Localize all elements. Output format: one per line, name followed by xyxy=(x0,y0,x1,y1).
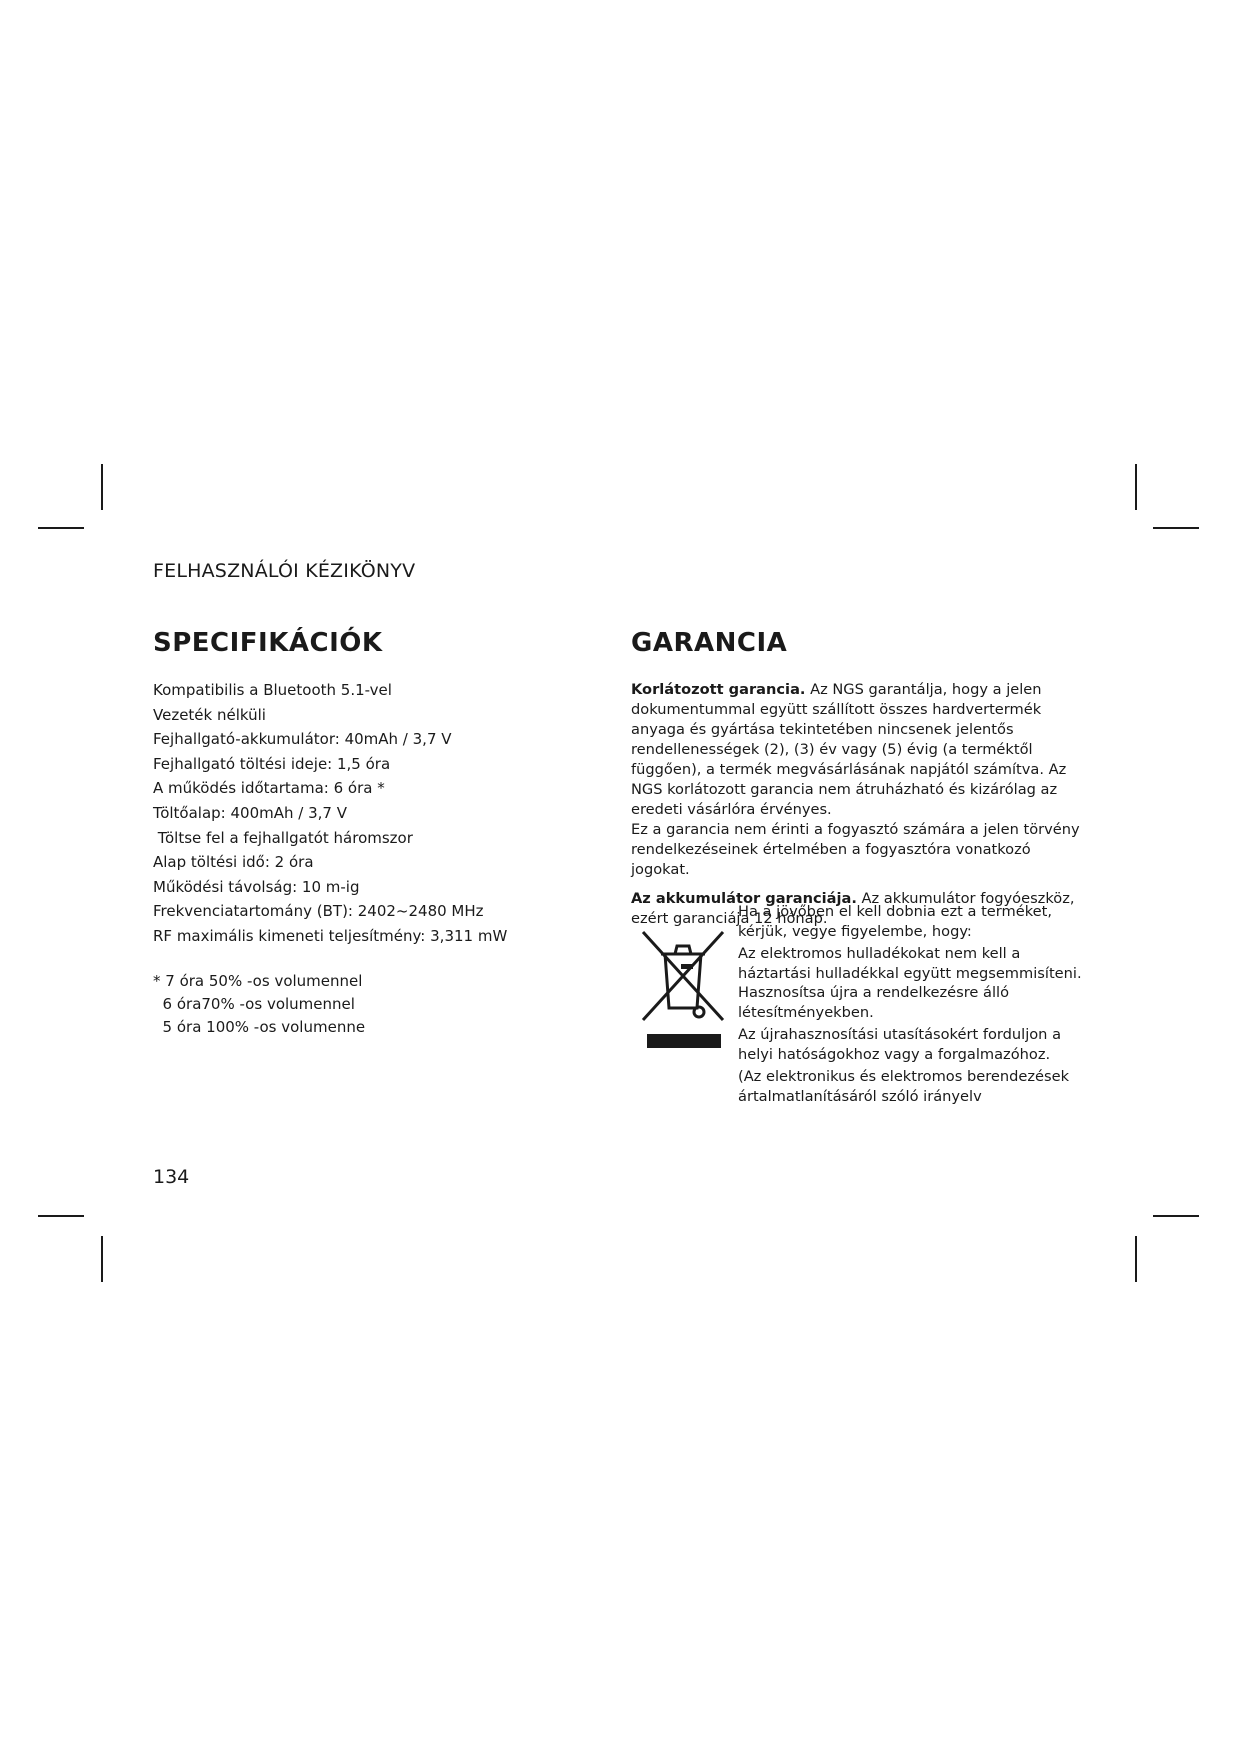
spec-item: Töltse fel a fejhallgatót háromszor xyxy=(153,828,413,847)
spec-item: Frekvenciatartomány (BT): 2402~2480 MHz xyxy=(153,902,484,921)
spec-list xyxy=(153,678,507,949)
page-number: 134 xyxy=(153,1166,190,1188)
battery-warranty-body: Az akkumulátor fogyóeszköz, ezért garanciája 12 hónap. xyxy=(631,890,1075,927)
crop-mark-bottom-left-h xyxy=(38,1215,84,1217)
battery-warranty-heading: Az akkumulátor garanciája. xyxy=(631,890,857,907)
warranty-title: GARANCIA xyxy=(631,628,788,658)
battery-note: * 7 óra 50% -os volumennel xyxy=(153,972,363,990)
crop-mark-top-left-h xyxy=(38,527,84,529)
battery-notes xyxy=(153,970,365,1039)
weee-paragraph: Az újrahasznosítási utasításokért forduljon a helyi hatóságokhoz vagy a forgalmazóhoz. xyxy=(738,1026,1062,1063)
running-header: FELHASZNÁLÓI KÉZIKÖNYV xyxy=(153,560,416,582)
crop-mark-bottom-right-h xyxy=(1153,1215,1199,1217)
crop-mark-bottom-left-v xyxy=(101,1236,103,1282)
spec-item: RF maximális kimeneti teljesítmény: 3,311 mW xyxy=(153,926,508,945)
spec-item: Fejhallgató töltési ideje: 1,5 óra xyxy=(153,754,391,773)
crop-mark-top-left-v xyxy=(101,464,103,510)
spec-item: A működés időtartama: 6 óra * xyxy=(153,779,385,798)
weee-text xyxy=(738,902,1093,1109)
weee-paragraph: Ha a jövőben el kell dobnia ezt a terméket, kérjük, vegye figyelembe, hogy: xyxy=(738,903,1052,940)
weee-paragraph: Az elektromos hulladékokat nem kell a háztartási hulladékkal együtt megsemmisíteni. Hasznosítsa újra a rendelkezésre álló létesítményekben. xyxy=(738,945,1082,1021)
spec-item: Fejhallgató-akkumulátor: 40mAh / 3,7 V xyxy=(153,730,452,749)
spec-item: Kompatibilis a Bluetooth 5.1-vel xyxy=(153,681,392,699)
consumer-rights-text: Ez a garancia nem érinti a fogyasztó számára a jelen törvény rendelkezéseinek értelmében a fogyasztóra vonatkozó jogokat. xyxy=(631,821,1080,878)
spec-item: Alap töltési idő: 2 óra xyxy=(153,853,314,872)
limited-warranty-body: Az NGS garantálja, hogy a jelen dokumentummal együtt szállított összes hardvertermék anyaga és gyártása tekintetében nincsenek jelentős rendellenességek (2), (3) év vagy (5) évig (a terméktől függően), a termék megvásárlásának napjától számítva. Az NGS korlátozott garancia nem átruházható és kizárólag az eredeti vásárlóra érvényes. xyxy=(631,681,1067,818)
spec-item: Működési távolság: 10 m-ig xyxy=(153,877,360,896)
battery-note: 5 óra 100% -os volumenne xyxy=(153,1018,366,1036)
crop-mark-bottom-right-v xyxy=(1135,1236,1137,1282)
battery-note: 6 óra70% -os volumennel xyxy=(153,995,355,1013)
limited-warranty-heading: Korlátozott garancia. xyxy=(631,681,806,698)
weee-paragraph: (Az elektronikus és elektromos berendezések ártalmatlanításáról szóló irányelv xyxy=(738,1068,1070,1105)
spec-item: Töltőalap: 400mAh / 3,7 V xyxy=(153,803,347,822)
spec-item: Vezeték nélküli xyxy=(153,705,266,724)
specs-title: SPECIFIKÁCIÓK xyxy=(153,628,383,658)
crop-mark-top-right-h xyxy=(1153,527,1199,529)
limited-warranty-paragraph xyxy=(631,680,1091,880)
crossed-out-wheelie-bin-icon xyxy=(641,930,725,1050)
warranty-text xyxy=(631,680,1091,938)
crop-mark-top-right-v xyxy=(1135,464,1137,510)
